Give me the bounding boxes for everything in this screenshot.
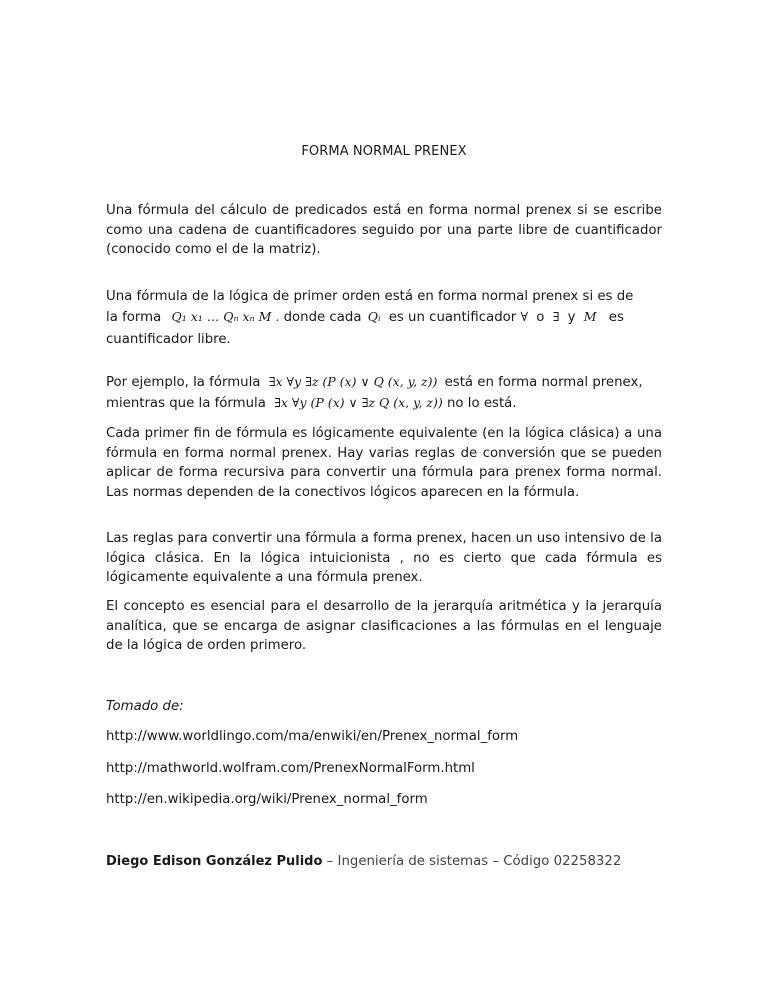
paragraph-example (106, 372, 662, 413)
paragraph-definition: Una fórmula del cálculo de predicados está en forma normal prenex si se escribe como una cadena de cuantificadores seguido por una parte libre de cuantificador (conocido como el de la matriz). (106, 203, 662, 257)
link-worldlingo[interactable]: http://www.worldlingo.com/ma/enwiki/en/Prenex_normal_form (106, 729, 519, 744)
footer-credit (106, 852, 621, 871)
source-label: Tomado de: (106, 699, 184, 714)
page-title: FORMA NORMAL PRENEX (301, 144, 467, 159)
symbol-m: M (583, 308, 597, 324)
formula-prenex-example: ∃x ∀y ∃z (P (x) ∨ Q (x, y, z)) (268, 374, 438, 389)
author-details: – Ingeniería de sistemas – Código 02258322 (322, 854, 622, 869)
link-mathworld[interactable]: http://mathworld.wolfram.com/PrenexNormalForm.html (106, 761, 475, 776)
text-y: y (567, 309, 576, 325)
author-name: Diego Edison González Pulido (106, 854, 323, 869)
formula-non-prenex-example: ∃x ∀y (P (x) ∨ ∃z Q (x, y, z)) (274, 394, 443, 410)
text-esta-en-forma: está en forma normal prenex, (444, 375, 643, 390)
paragraph-concept: El concepto es esencial para el desarrollo de la jerarquía aritmética y la jerarquía analítica, que se encarga de asignar clasificaciones a las fórmulas en el lenguaje de la lógica de orden primero. (106, 599, 662, 653)
text-no-lo-esta: no lo está. (447, 395, 517, 411)
paragraph-example-line2 (106, 393, 662, 414)
paragraph-equivalence: Cada primer fin de fórmula es lógicamente equivalente (en la lógica clásica) a una fórmula en forma normal prenex. Hay varias reglas de conversión que se pueden aplicar de forma recursiva para convertir una fórmula para prenex forma normal. Las normas dependen de la conectivos lógicos aparecen en la fórmula. (106, 426, 662, 500)
paragraph-example-line1 (106, 372, 662, 393)
text-es-un-cuantificador: es un cuantificador (388, 309, 517, 325)
text-por-ejemplo: Por ejemplo, la fórmula (106, 375, 261, 390)
text-o: o (536, 309, 545, 325)
formula-prenex-form: Q₁ x₁ … Qₙ xₙ M . (171, 308, 280, 324)
link-wikipedia[interactable]: http://en.wikipedia.org/wiki/Prenex_normal_form (106, 792, 428, 807)
paragraph-first-order-line2 (106, 307, 662, 328)
paragraph-first-order (106, 287, 662, 350)
paragraph-first-order-line3: cuantificador libre. (106, 332, 231, 347)
text-es: es (608, 309, 624, 325)
paragraph-rules: Las reglas para convertir una fórmula a forma prenex, hacen un uso intensivo de la lógica clásica. En la lógica intuicionista , no es cierto que cada fórmula es lógicamente equivalente a una fórmula prenex. (106, 531, 662, 585)
symbol-qi: Qᵢ (367, 308, 381, 324)
text-donde-cada: donde cada (283, 309, 362, 325)
text-mientras-que: mientras que la fórmula (106, 395, 266, 411)
text-la-forma: la forma (106, 309, 162, 325)
paragraph-first-order-line1: Una fórmula de la lógica de primer orden está en forma normal prenex si es de (106, 289, 634, 304)
exists-symbol: ∃ (552, 308, 560, 324)
forall-symbol: ∀ (520, 308, 529, 324)
